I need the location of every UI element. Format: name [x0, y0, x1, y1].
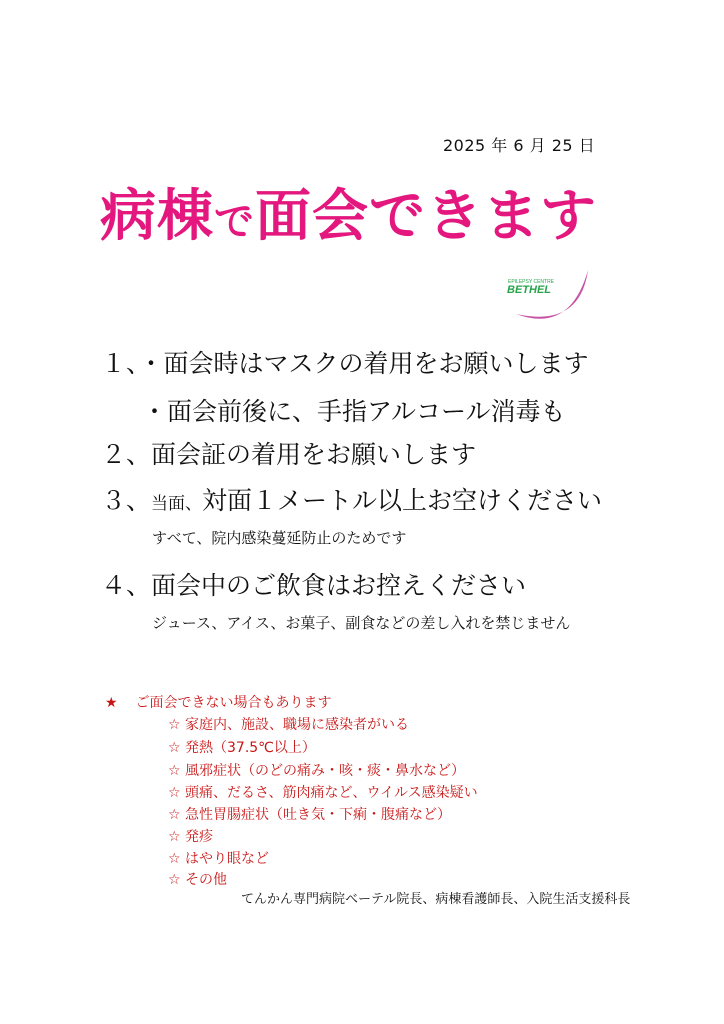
warning-list-item: ☆ 風邪症状（のどの痛み・咳・痰・鼻水など） — [168, 763, 466, 779]
outline-star-icon: ☆ — [168, 807, 181, 823]
item-2: ２、面会証の着用をお願いします — [101, 440, 477, 469]
outline-star-icon: ☆ — [168, 740, 181, 756]
warning-list-item: ☆ その他 — [168, 872, 228, 888]
outline-star-icon: ☆ — [168, 785, 181, 801]
logo-name: BETHEL — [507, 284, 551, 296]
item-3-prefix: ３、 — [101, 486, 152, 515]
footer-signature: てんかん専門病院ベーテル院長、病棟看護師長、入院生活支援科長 — [241, 892, 631, 907]
item-1-line-1: １、・面会時はマスクの着用をお願いします — [101, 349, 589, 378]
item-3 — [101, 481, 602, 517]
outline-star-icon: ☆ — [168, 829, 181, 845]
item-3-rest: 対面１メートル以上お空けください — [202, 486, 603, 515]
page-title — [100, 172, 597, 252]
logo-small-text: EPILEPSY CENTRE — [508, 279, 555, 285]
item-1-line-2: ・面会前後に、手指アルコール消毒も — [142, 397, 566, 426]
item-3-note: すべて、院内感染蔓延防止のためです — [152, 529, 407, 547]
warning-list-item: ☆ 家庭内、施設、職場に感染者がいる — [168, 717, 410, 733]
title-part-3: 面会できます — [255, 184, 597, 249]
warning-list-item: ☆ 発疹 — [168, 829, 214, 845]
warning-list-item: ☆ 急性胃腸症状（吐き気・下痢・腹痛など） — [168, 807, 452, 823]
item-4-note: ジュース、アイス、お菓子、副食などの差し入れを禁じません — [152, 614, 571, 632]
outline-star-icon: ☆ — [168, 872, 181, 888]
bethel-logo — [480, 262, 620, 332]
warning-heading-text: ご面会できない場合もあります — [135, 695, 332, 711]
notice-date: 2025 年 6 月 25 日 — [443, 136, 596, 155]
outline-star-icon: ☆ — [168, 763, 181, 779]
warning-list-item: ☆ はやり眼など — [168, 851, 270, 867]
outline-star-icon: ☆ — [168, 851, 181, 867]
title-part-2: で — [214, 199, 255, 245]
warning-list-item: ☆ 発熱（37.5℃以上） — [168, 740, 316, 756]
outline-star-icon: ☆ — [168, 717, 181, 733]
title-part-1: 病棟 — [100, 184, 214, 249]
warning-star-icon: ★ — [105, 695, 118, 711]
warning-heading — [105, 692, 332, 712]
item-4: ４、面会中のご飲食はお控えください — [101, 571, 527, 600]
warning-list-item: ☆ 頭痛、だるさ、筋肉痛など、ウイルス感染疑い — [168, 785, 478, 801]
item-3-small: 当面、 — [151, 494, 203, 514]
